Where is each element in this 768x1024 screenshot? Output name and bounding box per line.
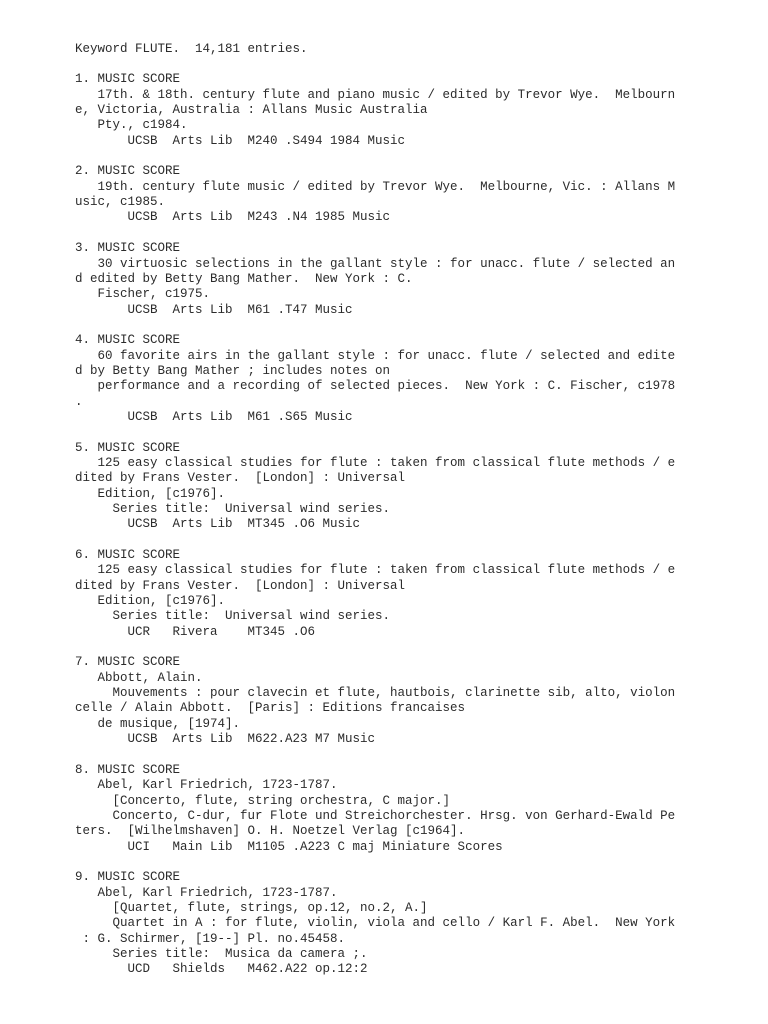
record-heading: 5. MUSIC SCORE — [75, 440, 181, 455]
record-heading: 4. MUSIC SCORE — [75, 333, 181, 348]
record-line: : G. Schirmer, [19--] Pl. no.45458. — [75, 931, 346, 946]
record-line: UCSB Arts Lib MT345 .O6 Music — [75, 517, 361, 532]
record-line: 125 easy classical studies for flute : taken from classical flute methods / e — [75, 563, 676, 578]
record-line: Abel, Karl Friedrich, 1723-1787. — [75, 885, 338, 900]
record-line: UCD Shields M462.A22 op.12:2 — [75, 962, 368, 977]
record-line: dited by Frans Vester. [London] : Universal — [75, 578, 406, 593]
record-line: Mouvements : pour clavecin et flute, hautbois, clarinette sib, alto, violon — [75, 686, 676, 701]
record-separator — [75, 855, 675, 870]
record-line: d edited by Betty Bang Mather. New York : C. — [75, 271, 413, 286]
record-line: 125 easy classical studies for flute : taken from classical flute methods / e — [75, 455, 676, 470]
record-line: . — [75, 394, 83, 409]
record-line: UCSB Arts Lib M243 .N4 1985 Music — [75, 210, 391, 225]
record-line: Abel, Karl Friedrich, 1723-1787. — [75, 778, 338, 793]
record-line: Pty., c1984. — [75, 118, 188, 133]
catalog-record — [75, 441, 675, 548]
search-summary: Keyword FLUTE. 14,181 entries. — [75, 41, 308, 56]
record-line: [Quartet, flute, strings, op.12, no.2, A.] — [75, 900, 428, 915]
catalog-record — [75, 72, 675, 164]
record-line: ters. [Wilhelmshaven] O. H. Noetzel Verlag [c1964]. — [75, 824, 466, 839]
record-line: [Concerto, flute, string orchestra, C major.] — [75, 793, 451, 808]
record-line: UCSB Arts Lib M622.A23 M7 Music — [75, 732, 376, 747]
record-heading: 1. MUSIC SCORE — [75, 72, 181, 87]
record-line: UCSB Arts Lib M240 .S494 1984 Music — [75, 133, 406, 148]
record-line: performance and a recording of selected pieces. New York : C. Fischer, c1978 — [75, 379, 676, 394]
record-separator — [75, 748, 675, 763]
record-line: e, Victoria, Australia : Allans Music Australia — [75, 103, 428, 118]
record-line: celle / Alain Abbott. [Paris] : Editions francaises — [75, 701, 466, 716]
catalog-record — [75, 548, 675, 655]
record-line: Series title: Universal wind series. — [75, 502, 391, 516]
record-line: UCR Rivera MT345 .O6 — [75, 624, 316, 639]
record-line: Concerto, C-dur, fur Flote und Streichorchester. Hrsg. von Gerhard-Ewald Pe — [75, 808, 676, 823]
catalog-record — [75, 870, 675, 977]
record-line: 30 virtuosic selections in the gallant style : for unacc. flute / selected an — [75, 256, 676, 271]
record-line: Fischer, c1975. — [75, 287, 211, 302]
record-heading: 3. MUSIC SCORE — [75, 241, 181, 256]
record-line: 19th. century flute music / edited by Trevor Wye. Melbourne, Vic. : Allans M — [75, 179, 676, 194]
catalog-record — [75, 333, 675, 440]
catalog-record — [75, 763, 675, 870]
record-separator — [75, 226, 675, 241]
record-line: dited by Frans Vester. [London] : Universal — [75, 471, 406, 486]
catalog-record — [75, 655, 675, 762]
record-heading: 2. MUSIC SCORE — [75, 164, 181, 179]
record-line: UCI Main Lib M1105 .A223 C maj Miniature Scores — [75, 839, 503, 854]
record-line: UCSB Arts Lib M61 .S65 Music — [75, 409, 353, 424]
record-line: UCSB Arts Lib M61 .T47 Music — [75, 302, 353, 317]
record-line: Abbott, Alain. — [75, 670, 203, 685]
catalog-listing — [75, 11, 675, 978]
record-line: Series title: Musica da camera ;. — [75, 946, 368, 961]
record-line: Edition, [c1976]. — [75, 594, 226, 609]
catalog-record — [75, 241, 675, 333]
record-separator — [75, 425, 675, 440]
record-separator — [75, 533, 675, 548]
record-line: 60 favorite airs in the gallant style : for unacc. flute / selected and edite — [75, 348, 676, 363]
record-line: Series title: Universal wind series. — [75, 609, 391, 624]
record-line: Quartet in A : for flute, violin, viola and cello / Karl F. Abel. New York — [75, 916, 676, 931]
record-line: 17th. & 18th. century flute and piano music / edited by Trevor Wye. Melbourn — [75, 87, 676, 102]
record-separator — [75, 318, 675, 333]
record-separator — [75, 640, 675, 655]
record-line: de musique, [1974]. — [75, 716, 241, 731]
record-line: Edition, [c1976]. — [75, 486, 226, 501]
record-heading: 6. MUSIC SCORE — [75, 548, 181, 563]
record-heading: 9. MUSIC SCORE — [75, 870, 181, 885]
record-heading: 7. MUSIC SCORE — [75, 655, 181, 670]
record-separator — [75, 149, 675, 164]
catalog-record — [75, 164, 675, 241]
record-heading: 8. MUSIC SCORE — [75, 762, 181, 777]
record-line: usic, c1985. — [75, 195, 166, 210]
record-line: d by Betty Bang Mather ; includes notes on — [75, 363, 391, 378]
